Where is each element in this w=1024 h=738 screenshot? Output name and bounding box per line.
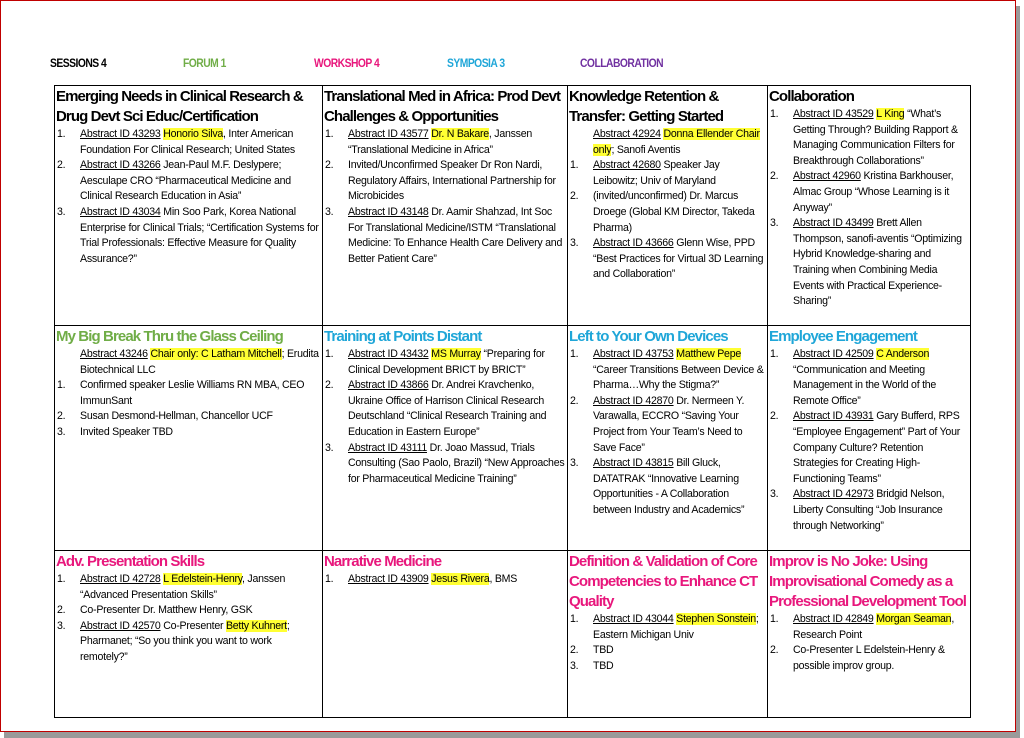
speaker-list xyxy=(56,127,321,267)
abstract-id-link[interactable]: Abstract ID 43577 xyxy=(348,128,429,140)
abstract-id-link[interactable]: Abstract ID 42728 xyxy=(80,573,161,585)
speaker-item xyxy=(324,572,566,588)
session-cell xyxy=(568,551,768,718)
item-text: Kristina Barkhouser, Almac Group “Whose Learning is it Anyway” xyxy=(793,170,954,214)
highlighted-name: Morgan Seaman xyxy=(876,613,952,625)
item-text: (invited/unconfirmed) Dr. Marcus Droege (Global KM Director, Takeda Pharma) xyxy=(593,190,755,234)
abstract-id-link[interactable]: Abstract ID 43034 xyxy=(80,205,161,218)
abstract-id-link[interactable]: Abstract ID 42849 xyxy=(793,613,874,625)
item-text: , Research Point xyxy=(793,613,955,641)
abstract-id-link[interactable]: Abstract ID 42973 xyxy=(793,488,874,501)
session-cell xyxy=(323,551,568,718)
item-number: 2. xyxy=(325,379,334,392)
item-number: 1. xyxy=(770,613,779,625)
highlighted-name: Dr. N Bakare xyxy=(431,128,489,140)
abstract-id-link[interactable]: Abstract ID 43666 xyxy=(593,237,674,250)
item-text: Glenn Wise, PPD “Best Practices for Virtual 3D Learning and Collaboration” xyxy=(593,237,764,281)
abstract-id-link[interactable]: Abstract ID 43529 xyxy=(793,108,874,120)
session-title: Translational Med in Africa: Prod Devt Challenges & Opportunities xyxy=(324,88,561,125)
session-cell xyxy=(55,551,323,718)
speaker-item xyxy=(769,107,969,169)
abstract-id-link[interactable]: Abstract ID 43909 xyxy=(348,573,429,585)
session-title: Narrative Medicine xyxy=(324,553,442,570)
legend-workshop: WORKSHOP 4 xyxy=(314,56,380,70)
item-text: Jean-Paul M.F. Deslypere; Aesculape CRO “Pharmaceutical Medicine and Clinical Research Education in Asia” xyxy=(80,159,291,203)
item-text: , Inter American Foundation For Clinical Research; United States xyxy=(80,128,295,156)
session-cell xyxy=(768,551,971,718)
legend-forum: FORUM 1 xyxy=(183,56,226,70)
speaker-item xyxy=(569,394,766,456)
speaker-item xyxy=(56,425,321,441)
item-number: 1. xyxy=(57,379,66,392)
item-text: Speaker Jay Leibowitz; Univ of Maryland xyxy=(593,159,720,187)
item-text: Co-Presenter L Edelstein-Henry & possible improv group. xyxy=(793,644,945,672)
speaker-item xyxy=(569,643,766,659)
session-title: Adv. Presentation Skills xyxy=(56,553,205,570)
speaker-item xyxy=(769,409,969,487)
session-cell xyxy=(323,86,568,326)
speaker-item xyxy=(569,347,766,394)
abstract-id-link[interactable]: Abstract ID 43866 xyxy=(348,379,429,392)
speaker-item xyxy=(56,158,321,205)
item-number: 3. xyxy=(57,425,66,438)
item-number: 3. xyxy=(57,619,66,632)
speaker-item xyxy=(324,158,566,205)
item-text: Min Soo Park, Korea National Enterprise for Clinical Trials; “Certification Systems for Trial Professionals: Effective Measure for Quality Assurance?” xyxy=(80,205,319,265)
abstract-id-link[interactable]: Abstract ID 43293 xyxy=(80,128,161,140)
speaker-list xyxy=(569,127,766,283)
item-number: 2. xyxy=(770,410,779,423)
session-cell xyxy=(768,326,971,551)
legend-symposia: SYMPOSIA 3 xyxy=(447,56,505,70)
session-title: Improv is No Joke: Using Improvisational Comedy as a Professional Development Tool xyxy=(769,553,966,610)
session-row xyxy=(55,326,971,551)
item-number: 3. xyxy=(770,217,779,230)
item-text: Susan Desmond-Hellman, Chancellor UCF xyxy=(80,410,273,423)
item-number: 2. xyxy=(570,190,579,203)
abstract-id-link[interactable]: Abstract ID 42570 xyxy=(80,619,161,632)
speaker-item xyxy=(569,158,766,189)
speaker-list xyxy=(569,612,766,674)
item-number: 1. xyxy=(770,108,779,120)
abstract-id-link[interactable]: Abstract ID 43044 xyxy=(593,613,674,625)
item-number: 1. xyxy=(770,348,779,360)
speaker-list xyxy=(569,347,766,519)
item-text: ; Eastern Michigan Univ xyxy=(593,613,759,641)
speaker-item xyxy=(769,643,969,674)
speaker-list xyxy=(324,127,566,267)
item-text: , Janssen “Advanced Presentation Skills” xyxy=(80,573,286,601)
item-number: 2. xyxy=(570,644,579,657)
abstract-id-link[interactable]: Abstract ID 43111 xyxy=(348,441,427,454)
item-text: Dr. Andrei Kravchenko, Ukraine Office of Harrison Clinical Research Deutschland “Clinical Research Training and Education in Eastern Europe” xyxy=(348,379,547,438)
speaker-item xyxy=(56,619,321,666)
highlighted-name: Jesus Rivera xyxy=(431,573,490,585)
item-number: 2. xyxy=(57,410,66,423)
abstract-id-link[interactable]: Abstract ID 42509 xyxy=(793,348,874,360)
speaker-list xyxy=(324,572,566,588)
session-row xyxy=(55,86,971,326)
speaker-list xyxy=(769,107,969,310)
item-number: 2. xyxy=(57,604,66,617)
speaker-list xyxy=(56,572,321,666)
abstract-id-link[interactable]: Abstract ID 43931 xyxy=(793,410,874,423)
item-text: Bill Gluck, DATATRAK “Innovative Learning Opportunities - A Collaboration between Industry and Academics” xyxy=(593,457,745,516)
session-cell xyxy=(768,86,971,326)
item-text: ; Sanofi Aventis xyxy=(611,143,681,156)
speaker-item xyxy=(569,612,766,643)
speaker-item xyxy=(769,347,969,409)
abstract-id-link[interactable]: Abstract ID 43753 xyxy=(593,348,674,360)
session-title: Training at Points Distant xyxy=(324,328,482,345)
item-number: 1. xyxy=(570,348,579,360)
item-text: Confirmed speaker Leslie Williams RN MBA, CEO ImmunSant xyxy=(80,379,305,407)
item-text: “Preparing for Clinical Development BRICT by BRICT” xyxy=(348,348,545,376)
speaker-item xyxy=(769,612,969,643)
item-number: 2. xyxy=(325,159,334,172)
item-number: 3. xyxy=(325,441,334,454)
item-number: 1. xyxy=(325,128,334,140)
speaker-item xyxy=(56,409,321,425)
item-text: Dr. Aamir Shahzad, Int Soc For Translational Medicine/ISTM “Translational Medicine: To Enhance Health Care Delivery and Better Patient Care” xyxy=(348,205,563,265)
item-text: Co-Presenter Dr. Matthew Henry, GSK xyxy=(80,604,253,617)
item-number: 3. xyxy=(570,659,579,672)
session-cell xyxy=(568,326,768,551)
item-text: Gary Bufferd, RPS “Employee Engagement” Part of Your Company Culture? Retention Strategies for Creating High-Functioning Teams” xyxy=(793,410,960,485)
session-cell xyxy=(55,326,323,551)
speaker-list xyxy=(56,347,321,441)
item-text: Co-Presenter xyxy=(160,619,226,632)
item-text: TBD xyxy=(593,659,614,672)
speaker-item xyxy=(769,216,969,310)
item-number: 1. xyxy=(325,573,334,585)
item-text: Dr. Joao Massud, Trials Consulting (Sao Paolo, Brazil) “New Approaches for Pharmaceutical Medicine Training” xyxy=(348,441,565,485)
legend-sessions: SESSIONS 4 xyxy=(50,56,107,70)
speaker-item xyxy=(56,127,321,158)
item-text: Invited Speaker TBD xyxy=(80,425,173,438)
speaker-item xyxy=(769,487,969,534)
item-text: Bridgid Nelson, Liberty Consulting “Job Insurance through Networking” xyxy=(793,488,945,532)
abstract-id-link[interactable]: Abstract ID 43815 xyxy=(593,457,674,470)
speaker-item xyxy=(569,659,766,675)
session-title: Emerging Needs in Clinical Research & Drug Devt Sci Educ/Certification xyxy=(56,88,303,125)
item-number: 2. xyxy=(570,394,579,407)
session-title: My Big Break Thru the Glass Ceiling xyxy=(56,328,283,345)
abstract-id-link[interactable]: Abstract ID 43148 xyxy=(348,205,429,218)
item-number: 2. xyxy=(57,159,66,172)
abstract-id-link[interactable]: Abstract ID 43266 xyxy=(80,159,161,172)
item-number: 3. xyxy=(570,457,579,470)
item-number: 1. xyxy=(57,573,66,585)
speaker-item xyxy=(324,127,566,158)
item-text: TBD xyxy=(593,644,614,657)
speaker-list xyxy=(769,347,969,534)
item-number: 2. xyxy=(770,170,779,183)
abstract-id-link[interactable]: Abstract 42960 xyxy=(793,170,861,183)
item-text: ; Erudita Biotechnical LLC xyxy=(80,348,319,376)
highlighted-name: L Edelstein-Henry xyxy=(163,573,243,585)
item-number: 3. xyxy=(57,205,66,218)
highlighted-name: L King xyxy=(876,108,905,120)
item-text: “What’s Getting Through? Building Rapport & Managing Communication Filters for Breakthrough Collaborations” xyxy=(793,108,958,167)
highlighted-name: Stephen Sonstein xyxy=(676,613,756,625)
item-text: , Janssen “Translational Medicine in Africa” xyxy=(348,128,532,156)
highlighted-name: Matthew Pepe xyxy=(676,348,741,360)
abstract-id-link[interactable]: Abstract 42680 xyxy=(593,159,661,172)
session-title: Definition & Validation of Core Competencies to Enhance CT Quality xyxy=(569,553,758,610)
item-text: Brett Allen Thompson, sanofi-aventis “Optimizing Hybrid Knowledge-sharing and Training when Combining Media Events with Practical Experience-Sharing” xyxy=(793,217,962,308)
speaker-item xyxy=(324,378,566,440)
speaker-item xyxy=(324,205,566,267)
abstract-id-link[interactable]: Abstract ID 43499 xyxy=(793,217,874,230)
speaker-item xyxy=(56,205,321,267)
session-title: Collaboration xyxy=(769,88,854,105)
abstract-id-link[interactable]: Abstract 43246 xyxy=(80,348,148,360)
speaker-item xyxy=(769,169,969,216)
session-cell xyxy=(55,86,323,326)
speaker-item xyxy=(569,236,766,283)
session-title: Left to Your Own Devices xyxy=(569,328,728,345)
item-text: ; Pharmanet; “So you think you want to work remotely?” xyxy=(80,619,290,663)
highlighted-name: Betty Kuhnert xyxy=(225,619,287,632)
item-number: 3. xyxy=(325,205,334,218)
abstract-id-link[interactable]: Abstract ID 42870 xyxy=(593,394,674,407)
session-cell xyxy=(323,326,568,551)
speaker-item xyxy=(56,603,321,619)
item-number: 3. xyxy=(770,488,779,501)
highlighted-name: MS Murray xyxy=(431,348,481,360)
speaker-item xyxy=(56,572,321,603)
speaker-list xyxy=(324,347,566,487)
item-text: , BMS xyxy=(489,573,518,585)
item-text: Dr. Nermeen Y. Varawalla, ECCRO “Saving Your Project from Your Team’s Need to Save Face” xyxy=(593,394,745,454)
session-title: Employee Engagement xyxy=(769,328,917,345)
item-text: “Communication and Meeting Management in the World of the Remote Office” xyxy=(793,363,937,407)
item-number: 3. xyxy=(570,237,579,250)
speaker-item xyxy=(56,378,321,409)
speaker-list xyxy=(769,612,969,674)
item-number: 1. xyxy=(57,128,66,140)
speaker-item xyxy=(569,456,766,518)
session-grid xyxy=(54,85,971,718)
session-row xyxy=(55,551,971,718)
highlighted-name: Donna Ellender Chair only xyxy=(593,128,760,156)
item-number: 1. xyxy=(570,159,579,172)
highlighted-name: Chair only: C Latham Mitchell xyxy=(150,348,282,360)
highlighted-name: Honorio Silva xyxy=(163,128,224,140)
item-number: 2. xyxy=(770,644,779,657)
item-text: Invited/Unconfirmed Speaker Dr Ron Nardi, Regulatory Affairs, International Partnership for Microbicides xyxy=(348,159,556,203)
speaker-item xyxy=(324,441,566,488)
highlighted-name: C Anderson xyxy=(876,348,930,360)
session-title: Knowledge Retention & Transfer: Getting Started xyxy=(569,88,724,125)
speaker-item xyxy=(56,347,321,378)
item-number: 1. xyxy=(570,613,579,625)
item-number: 1. xyxy=(325,348,334,360)
legend-collaboration: COLLABORATION xyxy=(580,56,664,70)
item-text: “Career Transitions Between Device & Pharma…Why the Stigma?” xyxy=(593,363,764,392)
speaker-item xyxy=(569,127,766,158)
speaker-item xyxy=(569,189,766,236)
abstract-id-link[interactable]: Abstract 42924 xyxy=(593,128,661,140)
session-cell xyxy=(568,86,768,326)
abstract-id-link[interactable]: Abstract ID 43432 xyxy=(348,348,429,360)
speaker-item xyxy=(324,347,566,378)
